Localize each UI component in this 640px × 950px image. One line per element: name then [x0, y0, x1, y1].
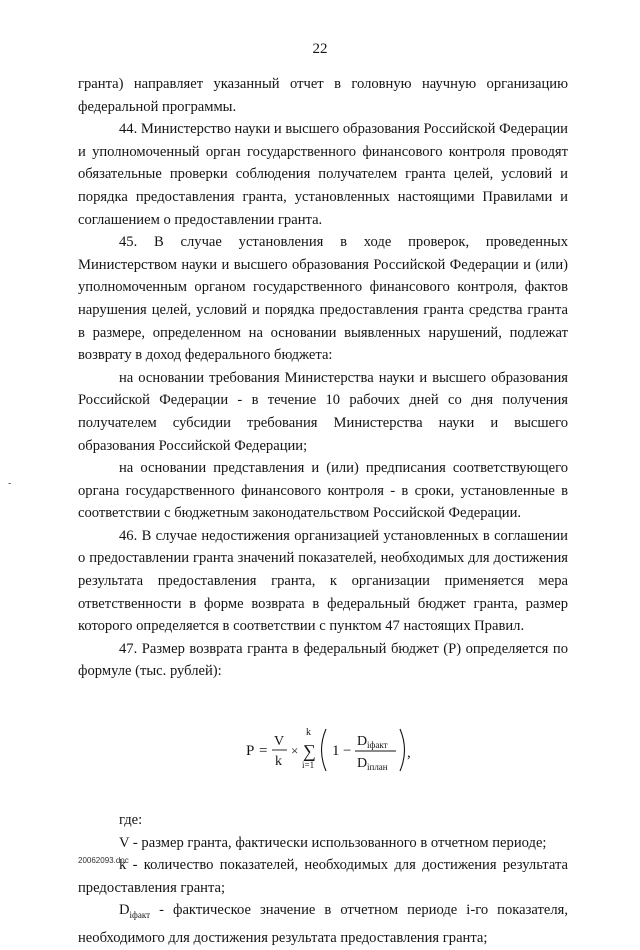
definition-d-fact [78, 899, 568, 949]
formula-frac-den: k [275, 754, 282, 770]
paragraph: на основании представления и (или) предписания соответствующего органа государственного финансового контроля - в сроки, установленные в соответствии с бюджетным законодательством Российской Федерации. [78, 460, 568, 522]
paragraph: 46. В случае недостижения организацией установленных в соглашении о предоставлении гранта значений показателей, необходимых для достижения результата предоставления гранта, к организации применяется мера ответственности в форме возврата в федеральный бюджет гранта, размер которого определяется в соответствии с пунктом 47 настоящих Правил. [78, 527, 568, 635]
paragraphs-top [78, 73, 568, 683]
formula-sum-bottom: i=1 [302, 760, 315, 771]
page-number: 22 [312, 41, 328, 57]
formula-lhs: P [246, 743, 255, 760]
def-d-symbol: D [119, 902, 130, 919]
paragraph: 45. В случае установления в ходе проверок, проведенных Министерством науки и высшего образования Российской Федерации и (или) уполномоченным органом государственного финансового контроля, фактов нарушения целей, условий и порядка предоставления гранта средства гранта в размере, определенном на основании выявленных нарушений, подлежат возврату в доход федерального бюджета: [78, 234, 568, 364]
formula-d-den-sub: iплан [367, 762, 388, 773]
paragraph: на основании требования Министерства науки и высшего образования Российской Федерации - в течение 10 рабочих дней со дня получения получателем субсидии требования Министерства науки и высшего образования Российской Федерации; [78, 369, 568, 454]
formula-paren-left [322, 729, 327, 771]
margin-mark: - [8, 478, 12, 489]
paragraphs-bottom [78, 809, 568, 899]
def-d-sub: iфакт [129, 910, 151, 921]
formula-d-den: D [357, 756, 368, 772]
paragraph: k - количество показателей, необходимых для достижения результата предоставления гранта; [78, 857, 568, 896]
formula-equals: = [259, 743, 268, 760]
formula-comma: , [407, 745, 411, 762]
formula-sum-sign: ∑ [303, 741, 316, 762]
paragraph: где: [119, 812, 143, 829]
paragraph: 47. Размер возврата гранта в федеральный бюджет (P) определяется по формуле (тыс. рублей): [78, 640, 568, 680]
formula-frac-num: V [274, 734, 285, 750]
document-body [78, 73, 568, 950]
formula-one: 1 [332, 743, 340, 760]
def-d-text: - фактическое значение в отчетном периоде i-го показателя, необходимого для достижения результата предоставления гранта; [78, 902, 568, 946]
formula-d-num: D [357, 734, 368, 750]
formula-times: × [291, 743, 299, 759]
paragraph: V - размер гранта, фактически использованного в отчетном периоде; [119, 834, 547, 851]
paragraph: 44. Министерство науки и высшего образования Российской Федерации и уполномоченный орган государственного финансового контроля проводят обязательные проверки соблюдения получателем гранта целей, условий и порядка предоставления гранта, установленных настоящими Правилами и соглашением о предоставлении гранта. [78, 121, 568, 228]
formula-paren-right [400, 729, 405, 771]
formula-minus: − [343, 743, 352, 760]
formula-sum-top: k [306, 727, 311, 739]
formula-d-num-sub: iфакт [367, 740, 388, 751]
formula-svg [246, 701, 496, 789]
formula [78, 701, 568, 789]
paragraph: гранта) направляет указанный отчет в головную научную организацию федеральной программы. [78, 76, 568, 115]
footer-filename: 20062093.doc [78, 856, 129, 865]
